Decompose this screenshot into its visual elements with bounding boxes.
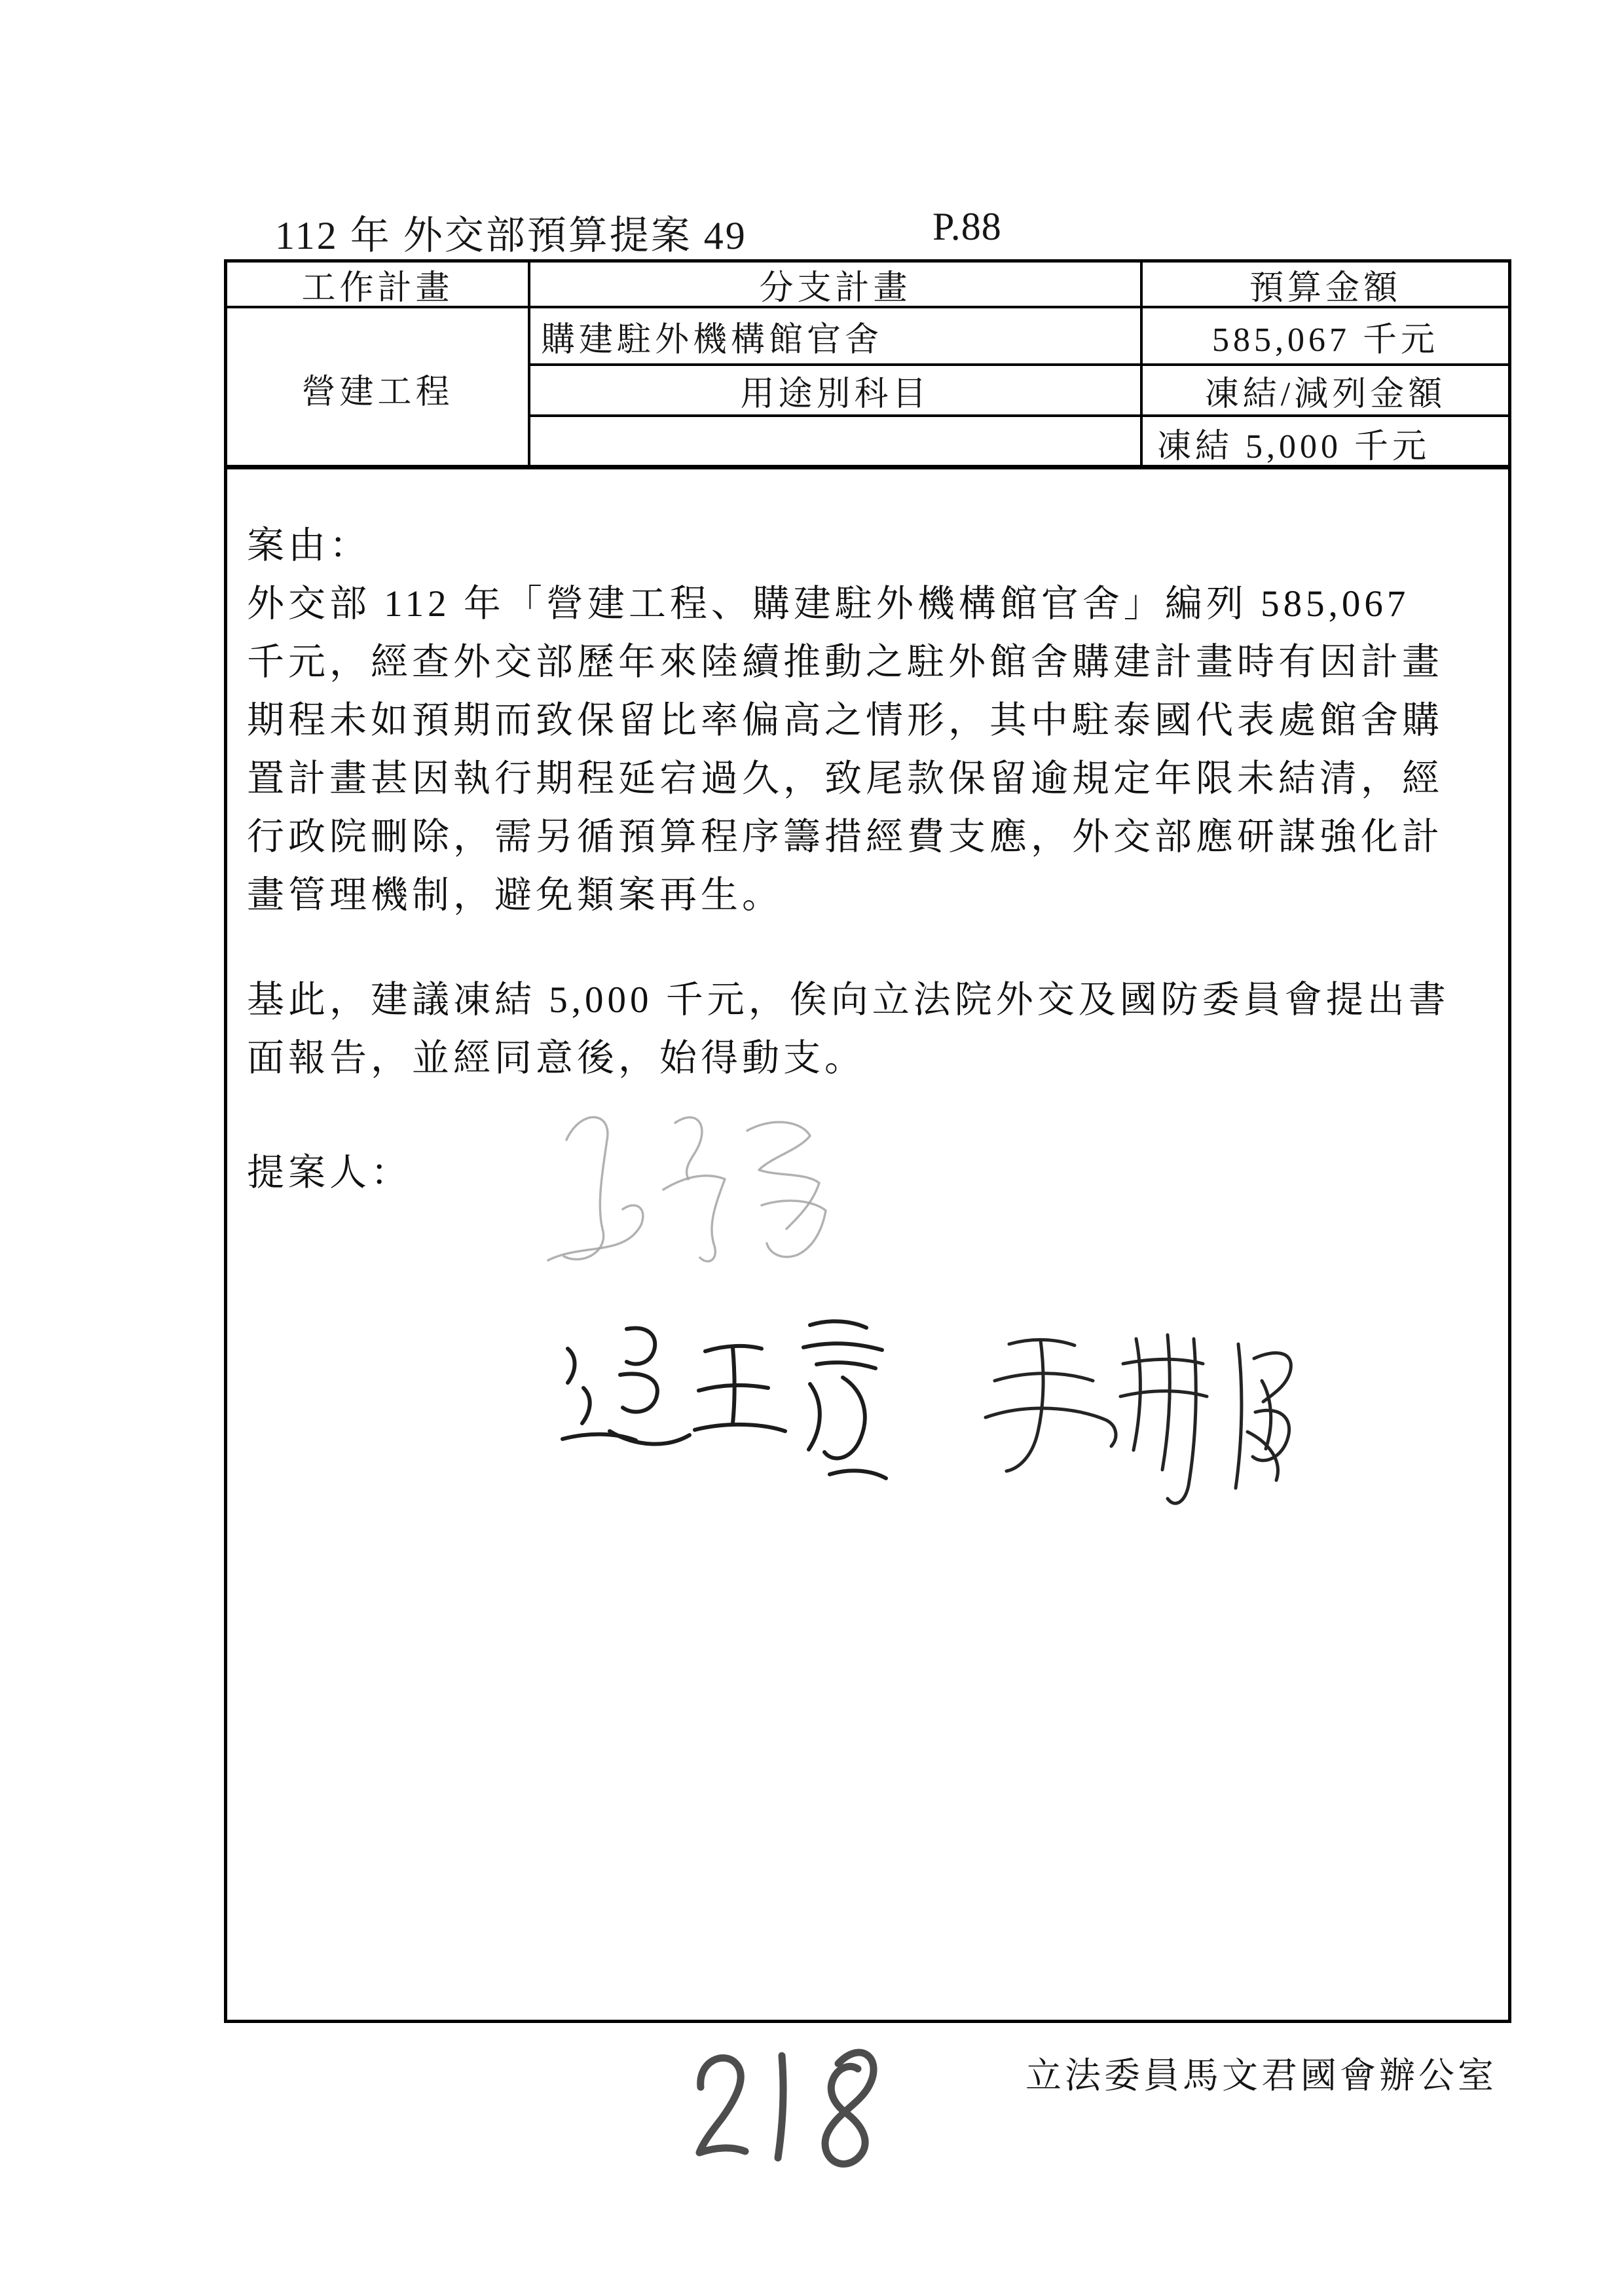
footer-office-name: 立法委員馬文君國會辦公室 xyxy=(1025,2056,1498,2096)
case-line: 外交部 112 年「營建工程、購建駐外機構館官舍」編列 585,067 xyxy=(247,583,1410,625)
signature-1-handwriting xyxy=(539,1097,840,1286)
case-line: 置計畫甚因執行期程延宕過久，致尾款保留逾規定年限未結清，經 xyxy=(247,758,1443,799)
budget-table xyxy=(224,259,1511,468)
signature-2-handwriting xyxy=(549,1311,903,1501)
proposer-label: 提案人： xyxy=(247,1152,412,1194)
table-cell-branch-plan: 購建駐外機構館官舍 xyxy=(530,308,1143,366)
table-cell-freeze-header: 凍結/減列金額 xyxy=(1143,366,1508,417)
case-label: 案由： xyxy=(247,525,371,566)
case-line: 畫管理機制，避免類案再生。 xyxy=(247,875,783,916)
document-title: 112 年 外交部預算提案 49 xyxy=(275,214,747,257)
case-description-box xyxy=(224,465,1511,2023)
case-line: 期程未如預期而致保留比率偏高之情形，其中駐泰國代表處館舍購 xyxy=(247,700,1443,741)
case-line: 千元，經查外交部歷年來陸續推動之駐外館舍購建計畫時有因計畫 xyxy=(247,642,1443,683)
table-header-budget-amount: 預算金額 xyxy=(1143,263,1508,308)
table-cell-usage-header: 用途別科目 xyxy=(530,366,1143,417)
table-header-work-plan: 工作計畫 xyxy=(227,263,530,308)
case-text xyxy=(247,517,1502,1202)
proposal-line: 面報告，並經同意後，始得動支。 xyxy=(247,1038,866,1079)
table-header-branch-plan: 分支計畫 xyxy=(530,263,1143,308)
table-cell-freeze-amount: 凍結 5,000 千元 xyxy=(1157,428,1431,465)
table-cell-work-plan: 營建工程 xyxy=(227,308,530,468)
signature-3-handwriting xyxy=(980,1321,1295,1510)
table-cell-budget-amount: 585,067 千元 xyxy=(1143,308,1508,366)
proposal-line: 基此，建議凍結 5,000 千元，俟向立法院外交及國防委員會提出書 xyxy=(247,979,1450,1021)
page-reference: P.88 xyxy=(932,205,1002,248)
handwritten-page-number-218 xyxy=(667,2027,889,2178)
case-line: 行政院刪除，需另循預算程序籌措經費支應，外交部應研謀強化計 xyxy=(247,816,1443,858)
table-cell-empty xyxy=(530,417,1143,468)
